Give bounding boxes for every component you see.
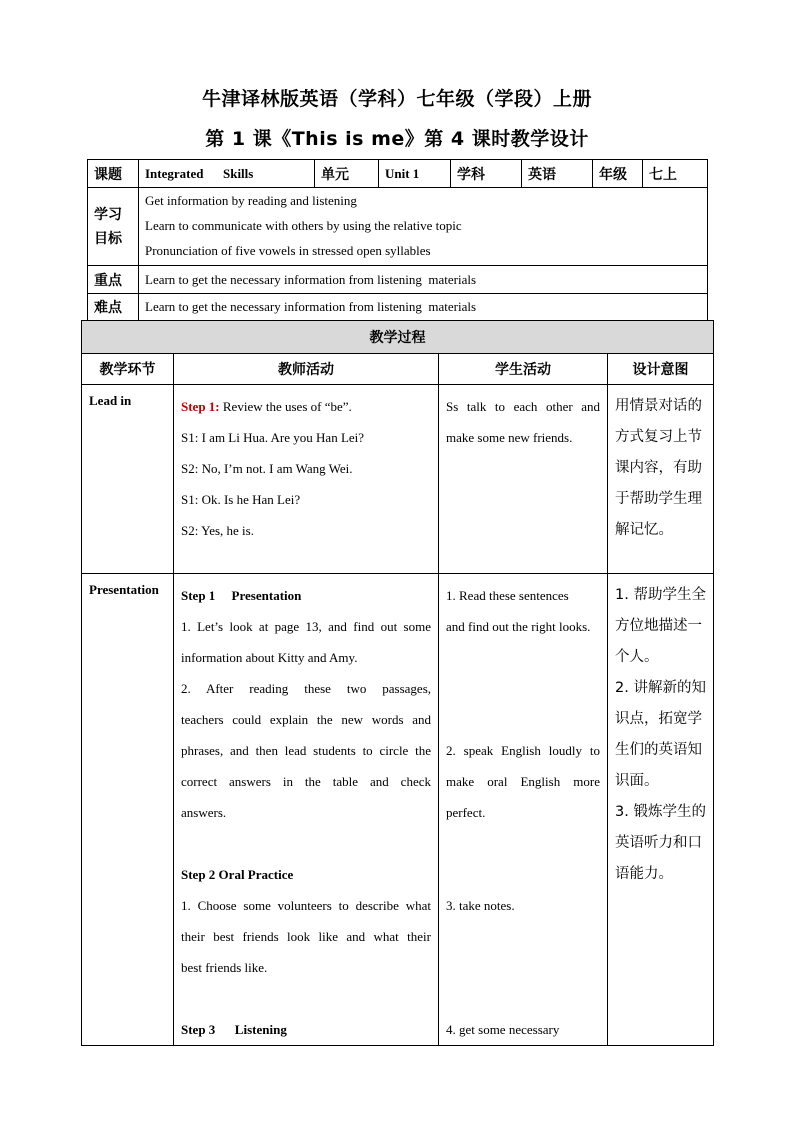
lesson-info-table [87, 159, 708, 321]
spacer [446, 704, 600, 735]
goals-list [139, 188, 708, 266]
student-line: 3. take notes. [446, 898, 515, 913]
lead-in-step [181, 391, 431, 422]
header-stage: 教学环节 [82, 354, 174, 385]
student-line: and find out the right looks. [446, 619, 591, 634]
process-header-row [82, 354, 714, 385]
teacher-line: 1. Let’s look at page 13, and find out some [181, 619, 431, 634]
goal-item: Pronunciation of five vowels in stressed open syllables [145, 243, 431, 258]
header-teacher: 教师活动 [174, 354, 439, 385]
dialog-line: S1: Ok. Is he Han Lei? [181, 492, 301, 507]
key-point-value: Learn to get the necessary information from listening materials [139, 266, 708, 294]
dialog-line: S2: No, I’m not. I am Wang Wei. [181, 461, 353, 476]
purpose-line: 语能力。 [615, 866, 673, 882]
purpose-line: 2. 讲解新的知 [615, 680, 706, 696]
spacer [446, 828, 600, 859]
lead-in-row [82, 385, 714, 574]
purpose-line: 识面。 [615, 773, 659, 789]
spacer [181, 828, 431, 859]
subject-label: 学科 [451, 160, 522, 188]
teacher-line: 1. Choose some volunteers to describe what [181, 898, 431, 913]
spacer [446, 952, 600, 983]
spacer [181, 983, 431, 1014]
spacer [446, 859, 600, 890]
purpose-line: 英语听力和口 [615, 835, 702, 851]
student-line: perfect. [446, 805, 486, 820]
subject-value: 英语 [522, 160, 593, 188]
teacher-line: teachers could explain the new words and [181, 712, 431, 727]
teacher-line: their best friends look like and what their [181, 929, 431, 944]
student-line: make some new friends. [446, 430, 573, 445]
purpose-line: 3. 锻炼学生的 [615, 804, 706, 820]
step2-heading: Step 2 Oral Practice [181, 867, 294, 882]
purpose-line: 个人。 [615, 649, 659, 665]
purpose-line: 生们的英语知 [615, 742, 702, 758]
unit-label: 单元 [315, 160, 379, 188]
difficulty-label: 难点 [88, 294, 139, 321]
presentation-teacher [174, 574, 439, 1046]
step1-heading: Step 1 Presentation [181, 588, 302, 603]
goals-label-line-1: 学习 [94, 207, 122, 223]
teaching-process-table [81, 320, 714, 1046]
teacher-line: correct answers in the table and check [181, 774, 431, 789]
lead-in-step-text: Review the uses of “be”. [219, 399, 352, 414]
purpose-line: 课内容，有助 [615, 460, 702, 476]
teacher-line: information about Kitty and Amy. [181, 650, 358, 665]
lead-in-teacher [174, 385, 439, 574]
student-line: make oral English more [446, 774, 600, 789]
lead-in-stage: Lead in [82, 385, 174, 574]
info-row [88, 160, 708, 188]
teacher-line: 2. After reading these two passages, [181, 681, 431, 696]
header-student: 学生活动 [439, 354, 608, 385]
goal-item: Get information by reading and listening [145, 193, 357, 208]
goals-label [88, 188, 139, 266]
presentation-row [82, 574, 714, 1046]
spacer [446, 983, 600, 1014]
presentation-purpose [608, 574, 714, 1046]
student-line: 2. speak English loudly to [446, 743, 600, 758]
teacher-line: answers. [181, 805, 227, 820]
presentation-stage: Presentation [82, 574, 174, 1046]
spacer [446, 673, 600, 704]
student-line: 4. get some necessary [446, 1022, 560, 1037]
process-banner: 教学过程 [82, 321, 714, 354]
lead-in-student [439, 385, 608, 574]
step3-heading: Step 3 Listening [181, 1022, 287, 1037]
purpose-line: 解记忆。 [615, 522, 673, 538]
dialog-line: S1: I am Li Hua. Are you Han Lei? [181, 430, 365, 445]
grade-label: 年级 [593, 160, 643, 188]
topic-value: Integrated Skills [139, 160, 315, 188]
grade-value: 七上 [643, 160, 708, 188]
difficulty-row [88, 294, 708, 321]
lead-in-purpose [608, 385, 714, 574]
topic-label: 课题 [88, 160, 139, 188]
purpose-line: 方式复习上节 [615, 429, 702, 445]
student-line: 1. Read these sentences [446, 588, 569, 603]
key-point-row [88, 266, 708, 294]
key-point-label: 重点 [88, 266, 139, 294]
purpose-line: 1. 帮助学生全 [615, 587, 706, 603]
document-subtitle: 第 1 课《This is me》第 4 课时教学设计 [205, 128, 589, 150]
presentation-student [439, 574, 608, 1046]
header-purpose: 设计意图 [608, 354, 714, 385]
lead-in-step-label: Step 1: [181, 399, 220, 414]
process-banner-row [82, 321, 714, 354]
student-line: Ss talk to each other and [446, 399, 600, 414]
purpose-line: 于帮助学生理 [615, 491, 702, 507]
purpose-line: 识点，拓宽学 [615, 711, 702, 727]
spacer [446, 921, 600, 952]
teacher-line: best friends like. [181, 960, 268, 975]
goals-row [88, 188, 708, 266]
purpose-line: 方位地描述一 [615, 618, 702, 634]
unit-value: Unit 1 [379, 160, 451, 188]
dialog-line: S2: Yes, he is. [181, 523, 254, 538]
goals-label-line-2: 目标 [94, 231, 122, 247]
goal-item: Learn to communicate with others by using the relative topic [145, 218, 462, 233]
document-title: 牛津译林版英语（学科）七年级（学段）上册 [201, 88, 592, 110]
teacher-line: phrases, and then lead students to circle the [181, 743, 431, 758]
purpose-line: 用情景对话的 [615, 398, 702, 414]
spacer [446, 642, 600, 673]
difficulty-value: Learn to get the necessary information from listening materials [139, 294, 708, 321]
